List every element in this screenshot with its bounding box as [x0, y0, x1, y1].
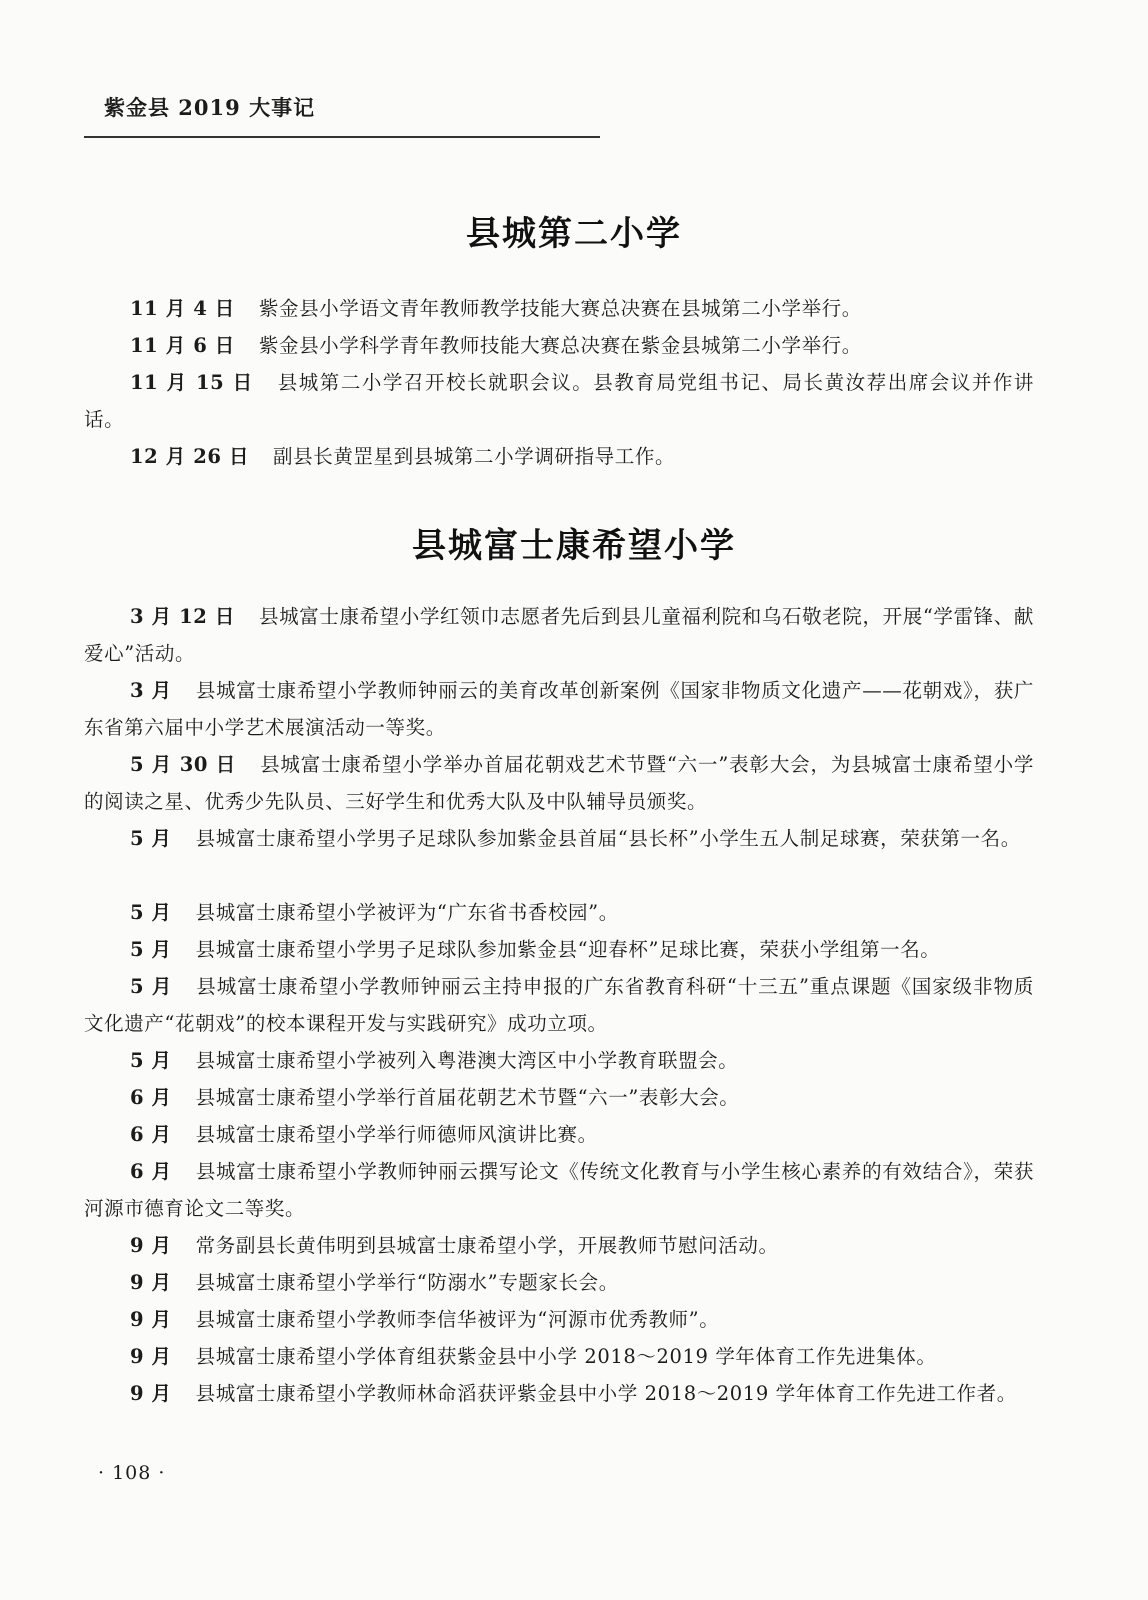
entry-date: 9 月: [130, 1271, 172, 1294]
chronicle-entry: [84, 290, 1034, 327]
entry-date: 5 月: [130, 827, 172, 850]
entry-text: 常务副县长黄伟明到县城富士康希望小学，开展教师节慰问活动。: [195, 1234, 779, 1257]
section-title: 县城富士康希望小学: [412, 526, 736, 566]
entry-date: 5 月: [130, 975, 173, 998]
chronicle-entry: [84, 1116, 1034, 1153]
entry-date: 6 月: [130, 1086, 172, 1109]
entry-date: 3 月 12 日: [130, 605, 235, 628]
entry-text: 副县长黄罡星到县城第二小学调研指导工作。: [273, 445, 676, 468]
entry-date: 11 月 15 日: [130, 371, 254, 394]
chronicle-entry: [84, 820, 1034, 857]
entry-text: 紫金县小学语文青年教师教学技能大赛总决赛在县城第二小学举行。: [258, 297, 862, 320]
entry-text: 县城第二小学召开校长就职会议。县教育局党组书记、局长黄汝荐出席会议并作讲话。: [84, 371, 1034, 431]
chronicle-entry: [84, 746, 1034, 820]
entry-text: 县城富士康希望小学体育组获紫金县中小学 2018～2019 学年体育工作先进集体。: [195, 1345, 937, 1368]
chronicle-entry: [84, 672, 1034, 746]
chronicle-entry: [84, 1042, 1034, 1079]
entry-text: 县城富士康希望小学举行首届花朝艺术节暨“六一”表彰大会。: [195, 1086, 740, 1109]
chronicle-entry: [84, 438, 1034, 475]
section-title: 县城第二小学: [466, 214, 682, 254]
entry-text: 县城富士康希望小学红领巾志愿者先后到县儿童福利院和乌石敬老院，开展“学雷锋、献爱心”活动。: [84, 605, 1035, 665]
entry-date: 6 月: [130, 1160, 172, 1183]
entry-date: 5 月: [130, 938, 172, 961]
entry-text: 县城富士康希望小学教师林命滔获评紫金县中小学 2018～2019 学年体育工作先进工作者。: [195, 1382, 1017, 1405]
page-number: · 108 ·: [98, 1462, 166, 1484]
chronicle-entry: [84, 1079, 1034, 1116]
entry-date: 5 月 30 日: [130, 753, 237, 776]
chronicle-entry: [84, 364, 1034, 438]
entry-date: 11 月 6 日: [130, 334, 235, 357]
entry-date: 11 月 4 日: [130, 297, 235, 320]
entry-text: 县城富士康希望小学举办首届花朝戏艺术节暨“六一”表彰大会，为县城富士康希望小学的阅读之星、优秀少先队员、三好学生和优秀大队及中队辅导员颁奖。: [84, 753, 1035, 813]
entry-text: 县城富士康希望小学教师钟丽云的美育改革创新案例《国家非物质文化遗产——花朝戏》，获广东省第六届中小学艺术展演活动一等奖。: [84, 679, 1034, 739]
entry-text: 县城富士康希望小学教师李信华被评为“河源市优秀教师”。: [195, 1308, 720, 1331]
entry-date: 9 月: [130, 1234, 172, 1257]
entry-text: 县城富士康希望小学举行师德师风演讲比赛。: [195, 1123, 598, 1146]
entry-text: 县城富士康希望小学举行“防溺水”专题家长会。: [195, 1271, 619, 1294]
entry-text: 县城富士康希望小学被评为“广东省书香校园”。: [195, 901, 619, 924]
running-head: 紫金县 2019 大事记: [104, 95, 316, 120]
chronicle-entry: [84, 1227, 1034, 1264]
entry-date: 9 月: [130, 1308, 172, 1331]
chronicle-entry: [84, 598, 1034, 672]
chronicle-entry: [84, 1375, 1034, 1412]
entry-date: 5 月: [130, 1049, 172, 1072]
entry-date: 12 月 26 日: [130, 445, 250, 468]
entry-text: 县城富士康希望小学男子足球队参加紫金县首届“县长杯”小学生五人制足球赛，荣获第一名。: [195, 827, 1021, 850]
chronicle-entry: [84, 968, 1034, 1042]
entry-text: 县城富士康希望小学男子足球队参加紫金县“迎春杯”足球比赛，荣获小学组第一名。: [195, 938, 941, 961]
entry-date: 5 月: [130, 901, 172, 924]
chronicle-entry: [84, 1264, 1034, 1301]
entry-text: 县城富士康希望小学教师钟丽云主持申报的广东省教育科研“十三五”重点课题《国家级非物质文化遗产“花朝戏”的校本课程开发与实践研究》成功立项。: [84, 975, 1034, 1035]
chronicle-entry: [84, 894, 1034, 931]
chronicle-entry: [84, 327, 1034, 364]
entry-text: 紫金县小学科学青年教师技能大赛总决赛在紫金县城第二小学举行。: [258, 334, 862, 357]
entry-date: 6 月: [130, 1123, 172, 1146]
header-rule: [84, 136, 600, 138]
chronicle-entry: [84, 1301, 1034, 1338]
entry-text: 县城富士康希望小学教师钟丽云撰写论文《传统文化教育与小学生核心素养的有效结合》，荣获河源市德育论文二等奖。: [84, 1160, 1034, 1220]
entry-date: 9 月: [130, 1382, 172, 1405]
entry-date: 9 月: [130, 1345, 172, 1368]
chronicle-entry: [84, 1338, 1034, 1375]
chronicle-entry: [84, 1153, 1034, 1227]
entry-text: 县城富士康希望小学被列入粤港澳大湾区中小学教育联盟会。: [195, 1049, 739, 1072]
entry-date: 3 月: [130, 679, 172, 702]
chronicle-entry: [84, 931, 1034, 968]
